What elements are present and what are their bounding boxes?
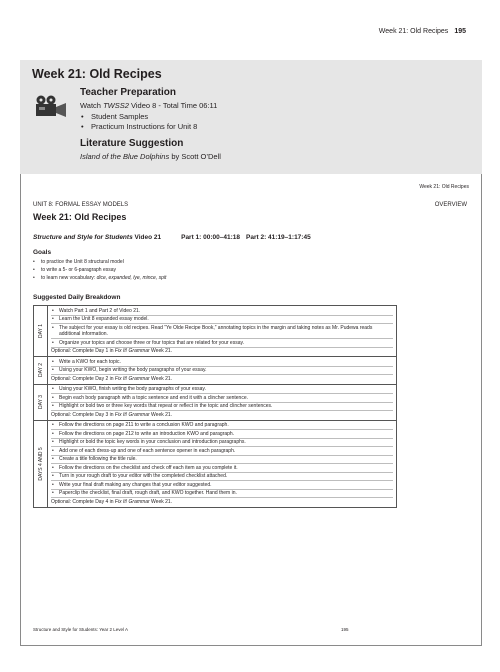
inner-running-header: Week 21: Old Recipes [419,184,469,190]
list-item: • Watch Part 1 and Part 2 of Video 21. [51,307,393,316]
list-item: • Add one of each dress-up and one of each sentence opener in each paragraph. [51,447,393,456]
list-item: • to write a 5- or 6-paragraph essay [33,266,166,274]
optional-note: Optional: Complete Day 3 in Fix It! Grammar Week 21. [51,411,173,418]
table-row [34,421,396,508]
optional-note: Optional: Complete Day 2 in Fix It! Grammar Week 21. [51,375,173,382]
list-item: • Follow the directions on the checklist and check off each item as you complete it. [51,464,393,473]
list-item: • Begin each body paragraph with a topic sentence and end it with a clincher sentence. [51,394,393,403]
list-item: • Create a title following the title rule. [51,456,393,465]
teacher-panel [20,60,482,174]
goals-heading: Goals [33,249,52,256]
list-item: • Turn in your rough draft to your editor with the completed checklist attached. [51,473,393,482]
day-items [48,421,396,507]
day-items [48,306,396,356]
inner-page-thumbnail [20,174,482,646]
teacher-preparation-heading: Teacher Preparation [80,87,176,98]
list-item: • Follow the directions on page 211 to write a conclusion KWO and paragraph. [51,422,393,431]
list-item: • The subject for your essay is old recipes. Read “Ye Olde Recipe Book,” annotating topics in the margin and taking notes as Mr. Pudewa reads additional information. [51,324,393,339]
unit-label: UNIT 8: FORMAL ESSAY MODELS [33,202,129,208]
list-item: • Using your KWO, finish writing the body paragraphs of your essay. [51,386,393,395]
daily-breakdown-table [33,305,397,508]
preparation-list [80,112,197,132]
list-item: • to learn new vocabulary: dice, expanded, lye, mince, spit [33,274,166,282]
list-item: • Write a KWO for each topic. [51,358,393,367]
overview-label: OVERVIEW [434,202,467,208]
table-row [34,357,396,385]
literature-heading: Literature Suggestion [80,138,184,149]
list-item: • Paperclip the checklist, final draft, rough draft, and KWO together. Hand them in. [51,490,393,499]
list-item: • Using your KWO, begin writing the body paragraphs of your essay. [51,367,393,376]
inner-footer-page: 195 [341,627,349,632]
list-item: • Highlight or bold two or three key words that repeat or reflect in the topic and clincher sentences. [51,403,393,412]
list-item: • Student Samples [80,112,197,122]
day-label: DAY 1 [34,306,48,356]
video-times: Structure and Style for Students Video 21 Part 1: 00:00–41:18 Part 2: 41:19–1:17:45 [33,234,311,241]
goals-list [33,258,166,282]
running-header [379,28,466,35]
video-camera-icon [34,94,70,120]
week-title: Week 21: Old Recipes [32,67,162,81]
literature-suggestion: Island of the Blue Dolphins by Scott O’Dell [80,152,221,161]
table-row [34,306,396,357]
schedule-heading: Suggested Daily Breakdown [33,294,121,301]
list-item: • Write your final draft making any changes that your editor suggested. [51,481,393,490]
table-row [34,385,396,421]
day-label: DAY 2 [34,357,48,384]
list-item: • Follow the directions on page 212 to write an introduction KWO and paragraph. [51,430,393,439]
running-header-title: Week 21: Old Recipes [378,28,449,35]
optional-note: Optional: Complete Day 1 in Fix It! Grammar Week 21. [51,348,173,354]
list-item: • Learn the Unit 8 expanded essay model. [51,316,393,325]
day-items [48,385,396,420]
day-label: DAYS 4 AND 5 [34,421,48,507]
list-item: • Practicum Instructions for Unit 8 [80,122,197,132]
watch-video-line: Watch TWSS2 Video 8 - Total Time 06:11 [80,101,218,110]
list-item: • to practice the Unit 8 structural model [33,258,166,266]
day-items [48,357,396,384]
running-header-page: 195 [454,28,466,35]
optional-note: Optional: Complete Day 4 in Fix It! Grammar Week 21. [51,498,173,505]
inner-footer-title: Structure and Style for Students: Year 2 Level A [33,627,129,632]
list-item: • Highlight or bold the topic key words in your conclusion and introduction paragraphs. [51,439,393,448]
day-label: DAY 3 [34,385,48,420]
inner-page-title: Week 21: Old Recipes [33,212,127,222]
list-item: • Organize your topics and choose three or four topics that are related for your essay. [51,339,393,348]
